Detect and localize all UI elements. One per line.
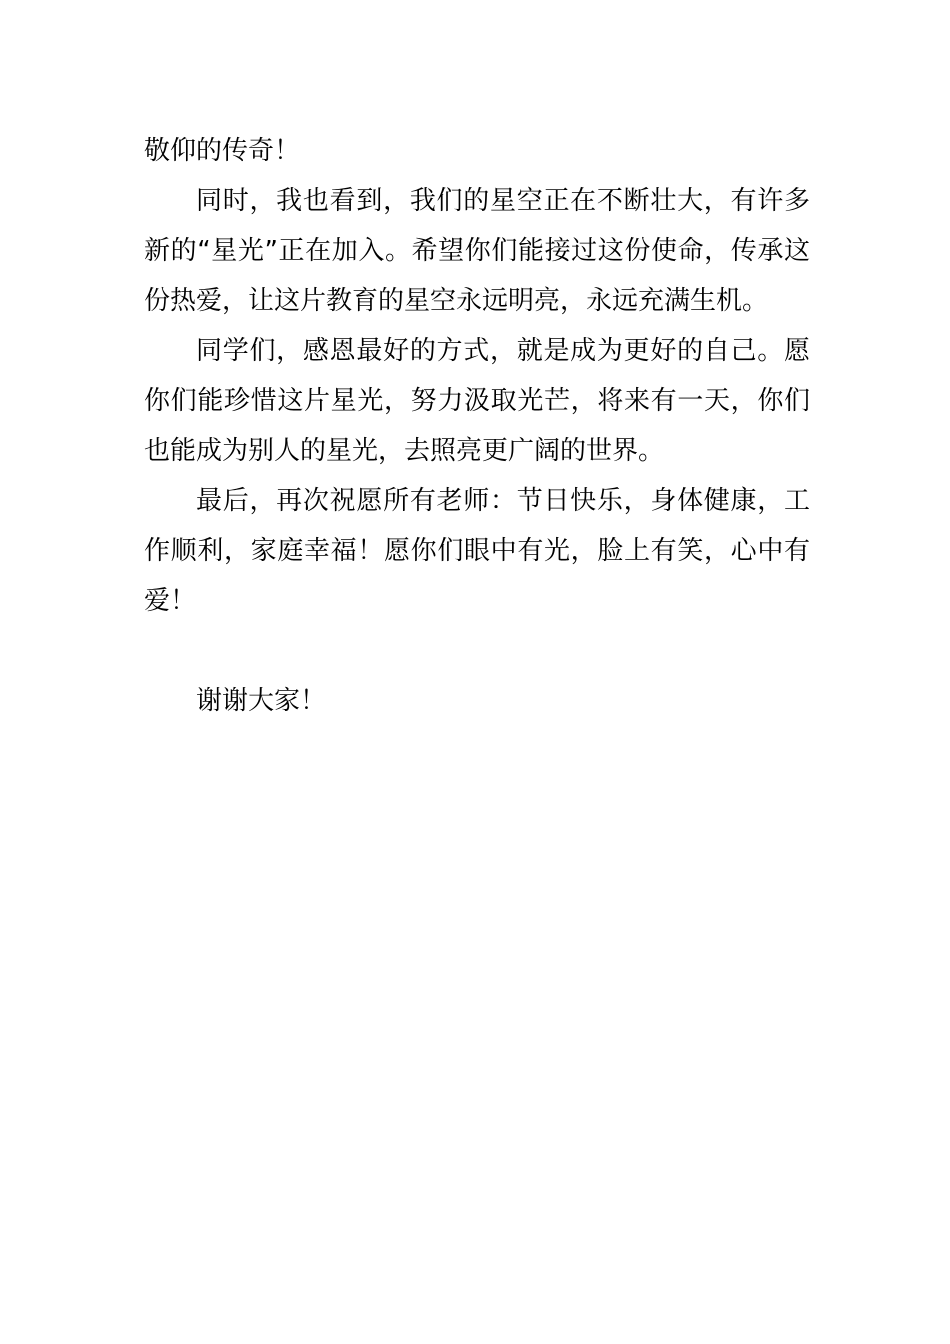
document-body bbox=[144, 126, 810, 726]
paragraph-starry-sky: 同时，我也看到，我们的星空正在不断壮大，有许多新的“星光”正在加入。希望你们能接过这份使命，传承这份热爱，让这片教育的星空永远明亮，永远充满生机。 bbox=[144, 186, 810, 316]
paragraph-continuation: 敬仰的传奇！ bbox=[144, 136, 301, 166]
paragraph-wishes: 最后，再次祝愿所有老师：节日快乐，身体健康，工作顺利，家庭幸福！愿你们眼中有光，脸上有笑，心中有爱！ bbox=[144, 486, 810, 616]
closing-line: 谢谢大家！ bbox=[196, 686, 327, 716]
paragraph-students: 同学们，感恩最好的方式，就是成为更好的自己。愿你们能珍惜这片星光，努力汲取光芒，将来有一天，你们也能成为别人的星光，去照亮更广阔的世界。 bbox=[144, 336, 810, 466]
paragraph-spacer bbox=[144, 626, 810, 676]
